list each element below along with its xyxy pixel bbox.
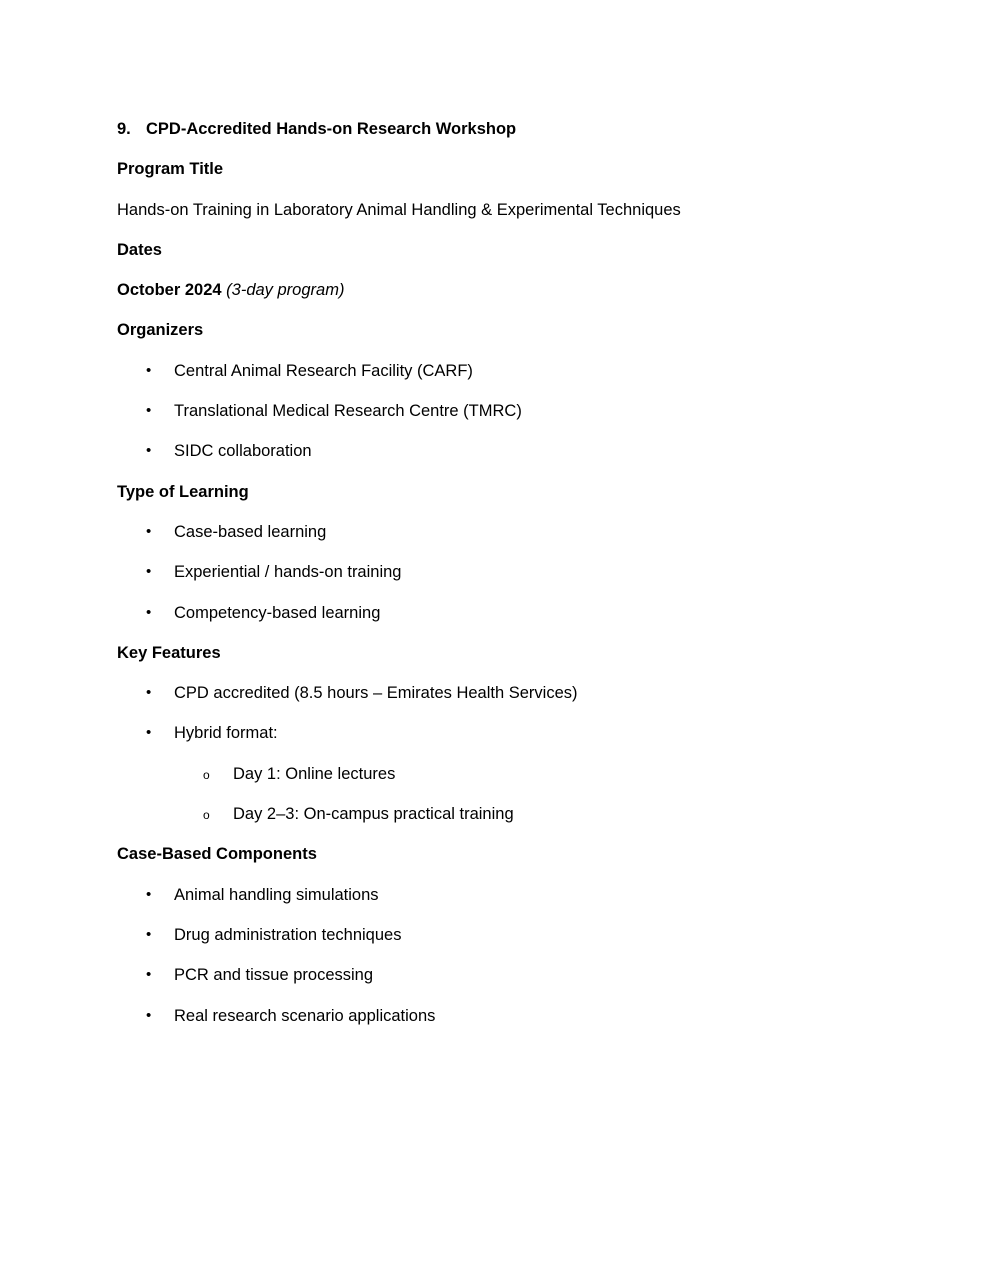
- sub-list-item: o Day 1: Online lectures: [117, 759, 877, 789]
- bullet-icon: •: [146, 402, 152, 420]
- type-of-learning-label: Type of Learning: [117, 482, 249, 501]
- bullet-icon: •: [146, 724, 152, 742]
- section-title: CPD-Accredited Hands-on Research Workshop: [146, 120, 517, 138]
- list-item: • PCR and tissue processing: [117, 960, 877, 990]
- bullet-icon: •: [146, 925, 152, 943]
- list-item: • Competency-based learning: [117, 598, 877, 628]
- list-item: • Animal handling simulations: [117, 880, 877, 910]
- bullet-icon: •: [146, 684, 152, 702]
- dates-month: October 2024: [117, 281, 222, 300]
- key-features-list: [117, 678, 877, 829]
- section-number: 9.: [117, 120, 131, 138]
- sub-bullet-icon: o: [203, 808, 210, 823]
- bullet-icon: •: [146, 442, 152, 460]
- list-item: • Drug administration techniques: [117, 920, 877, 950]
- list-item: • Case-based learning: [117, 517, 877, 547]
- list-item: • Central Animal Research Facility (CARF): [117, 356, 877, 386]
- bullet-icon: •: [146, 603, 152, 621]
- bullet-icon: •: [146, 361, 152, 379]
- list-item: • Translational Medical Research Centre (TMRC): [117, 396, 877, 426]
- program-title-label: Program Title: [117, 160, 224, 179]
- list-item: • Experiential / hands-on training: [117, 557, 877, 587]
- bullet-icon: •: [146, 885, 152, 903]
- key-features-label: Key Features: [117, 643, 221, 662]
- case-based-list: [117, 880, 877, 1031]
- document-page: [117, 114, 877, 1041]
- dates-value: [117, 275, 877, 305]
- bullet-icon: •: [146, 1006, 152, 1024]
- case-based-label: Case-Based Components: [117, 845, 317, 864]
- list-item: • SIDC collaboration: [117, 436, 877, 466]
- list-item: • CPD accredited (8.5 hours – Emirates Health Services): [117, 678, 877, 708]
- sub-list-item: o Day 2–3: On-campus practical training: [117, 799, 877, 829]
- type-of-learning-list: [117, 517, 877, 628]
- dates-duration: (3-day program): [226, 281, 345, 300]
- list-item: • Real research scenario applications: [117, 1001, 877, 1031]
- sub-bullet-icon: o: [203, 767, 210, 782]
- bullet-icon: •: [146, 966, 152, 984]
- bullet-icon: •: [146, 522, 152, 540]
- organizers-list: [117, 356, 877, 467]
- program-title-value: Hands-on Training in Laboratory Animal Handling & Experimental Techniques: [117, 200, 681, 219]
- list-item: • Hybrid format:: [117, 718, 877, 748]
- section-heading: [117, 114, 877, 144]
- bullet-icon: •: [146, 563, 152, 581]
- dates-label: Dates: [117, 240, 162, 259]
- organizers-label: Organizers: [117, 321, 204, 340]
